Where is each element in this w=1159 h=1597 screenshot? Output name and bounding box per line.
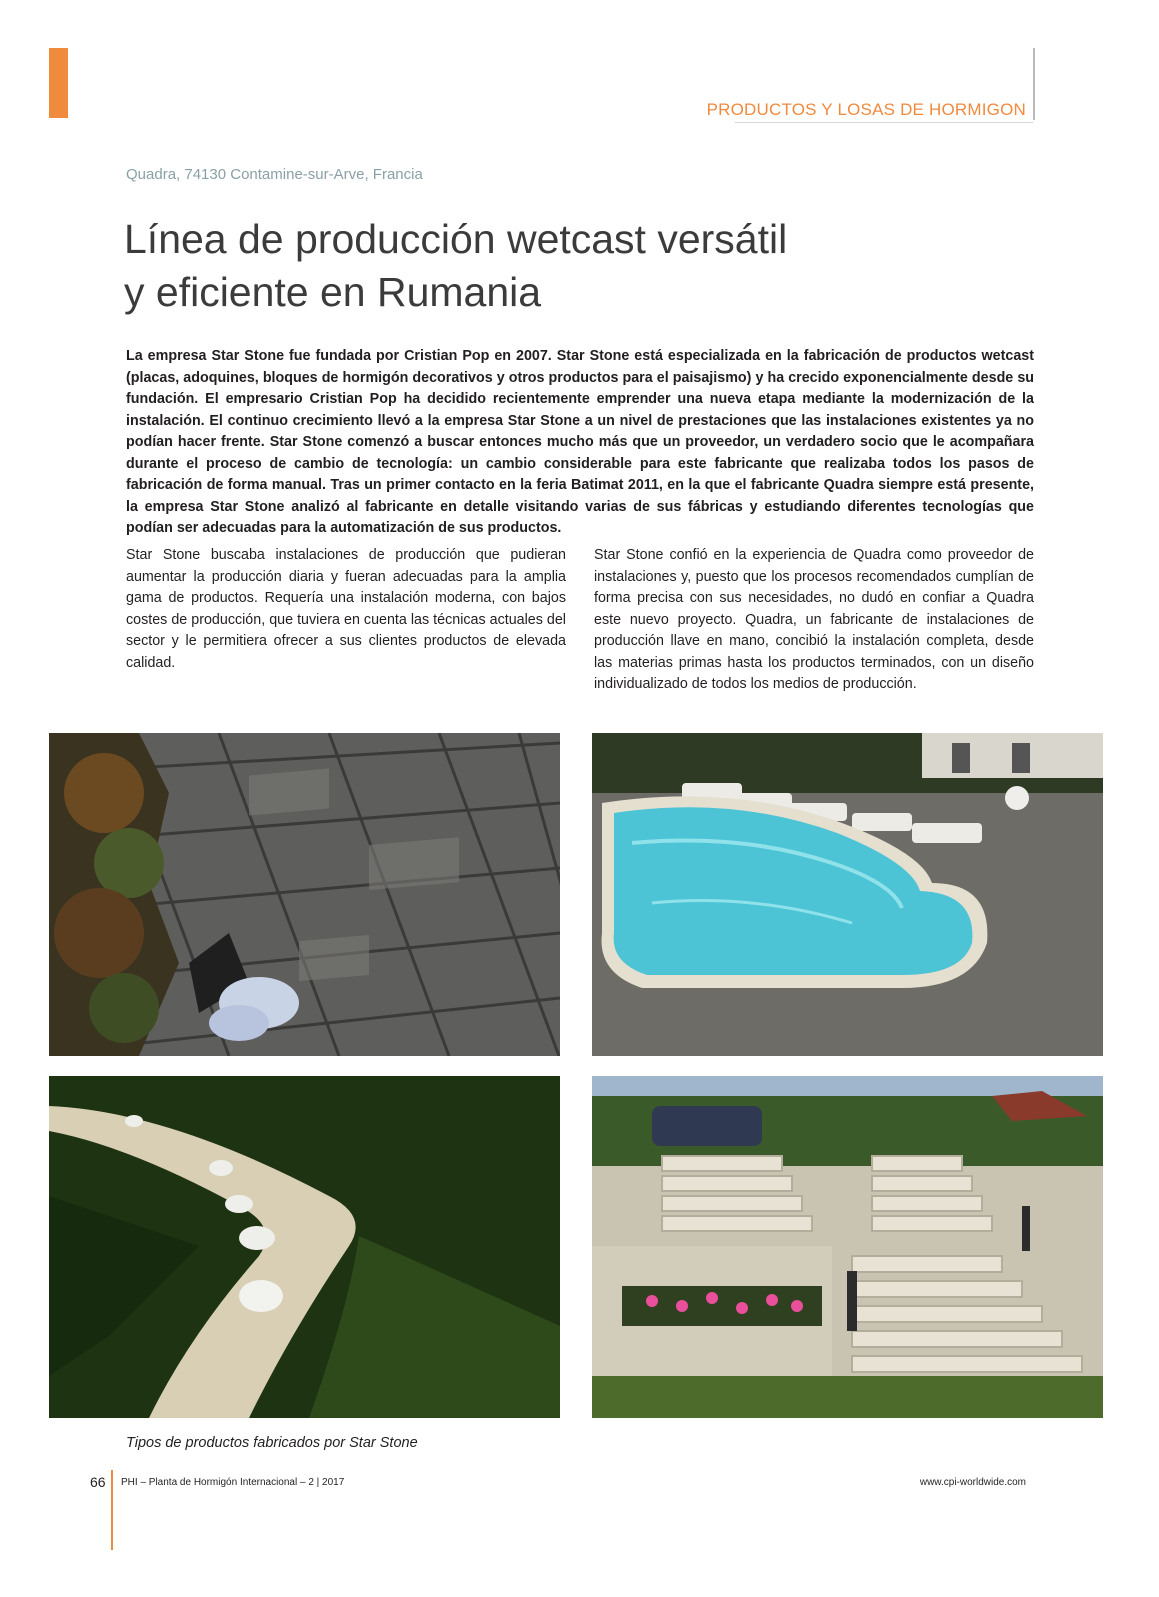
paving-photo [49, 733, 560, 1056]
body-column-left: Star Stone buscaba instalaciones de producción que pudieran aumentar la producción diaria y fueran adecuadas para la amplia gama de productos. Requería una instalación moderna, con bajos costes de producción, que tuviera en cuenta las técnicas actuales del sector y le permitiera ofrecer a sus clientes productos de elevada calidad. [126, 547, 566, 671]
footer-website: www.cpi-worldwide.com [919, 1477, 1026, 1488]
footer-publication: PHI – Planta de Hormigón Internacional – 2 | 2017 [121, 1477, 345, 1488]
article-lead: La empresa Star Stone fue fundada por Cristian Pop en 2007. Star Stone está especializada en la fabricación de productos wetcast (placas, adoquines, bloques de hormigón decorativos y otros productos para el paisajismo) y ha crecido exponencialmente desde su fundación. El empresario Cristian Pop ha decidido recientemente emprender una nueva etapa mediante la modernización de la instalación. El continuo crecimiento llevó a la empresa Star Stone a un nivel de prestaciones que las instalaciones existentes ya no podían hacer frente. Star Stone comenzó a buscar entonces mucho más que un proveedor, un verdadero socio que le acompañara durante el proceso de cambio de tecnología: un cambio considerable para este fabricante que realizaba todos los pasos de fabricación de forma manual. Tras un primer contacto en la feria Batimat 2011, en la que el fabricante Quadra siempre está presente, la empresa Star Stone analizó al fabricante en detalle visitando varias de sus fábricas y estudiando diferentes tecnologías que podían ser adecuadas para la automatización de sus productos. [126, 348, 1034, 536]
article-byline: Quadra, 74130 Contamine-sur-Arve, Francia [126, 166, 423, 183]
article-title-line1: Línea de producción wetcast versátil [124, 216, 788, 262]
section-label: PRODUCTOS Y LOSAS DE HORMIGON [706, 100, 1026, 119]
header-divider [1033, 48, 1035, 120]
page-number: 66 [90, 1474, 106, 1490]
article-title-line2: y eficiente en Rumania [124, 269, 542, 315]
article-title [124, 213, 984, 319]
figure-caption: Tipos de productos fabricados por Star Stone [126, 1435, 418, 1451]
stairs-photo [592, 1076, 1103, 1418]
pool-photo [592, 733, 1103, 1056]
footer-divider [111, 1470, 113, 1550]
body-column-right: Star Stone confió en la experiencia de Quadra como proveedor de instalaciones y, puesto que los procesos recomendados cumplían de forma precisa con sus necesidades, no dudó en confiar a Quadra este nuevo proyecto. Quadra, un fabricante de instalaciones de producción llave en mano, concibió la instalación completa, desde las materias primas hasta los productos terminados, con un diseño individualizado de todos los medios de producción. [594, 547, 1034, 692]
section-underline [735, 122, 1033, 123]
garden-path-photo [49, 1076, 560, 1418]
section-accent-bar [49, 48, 68, 118]
